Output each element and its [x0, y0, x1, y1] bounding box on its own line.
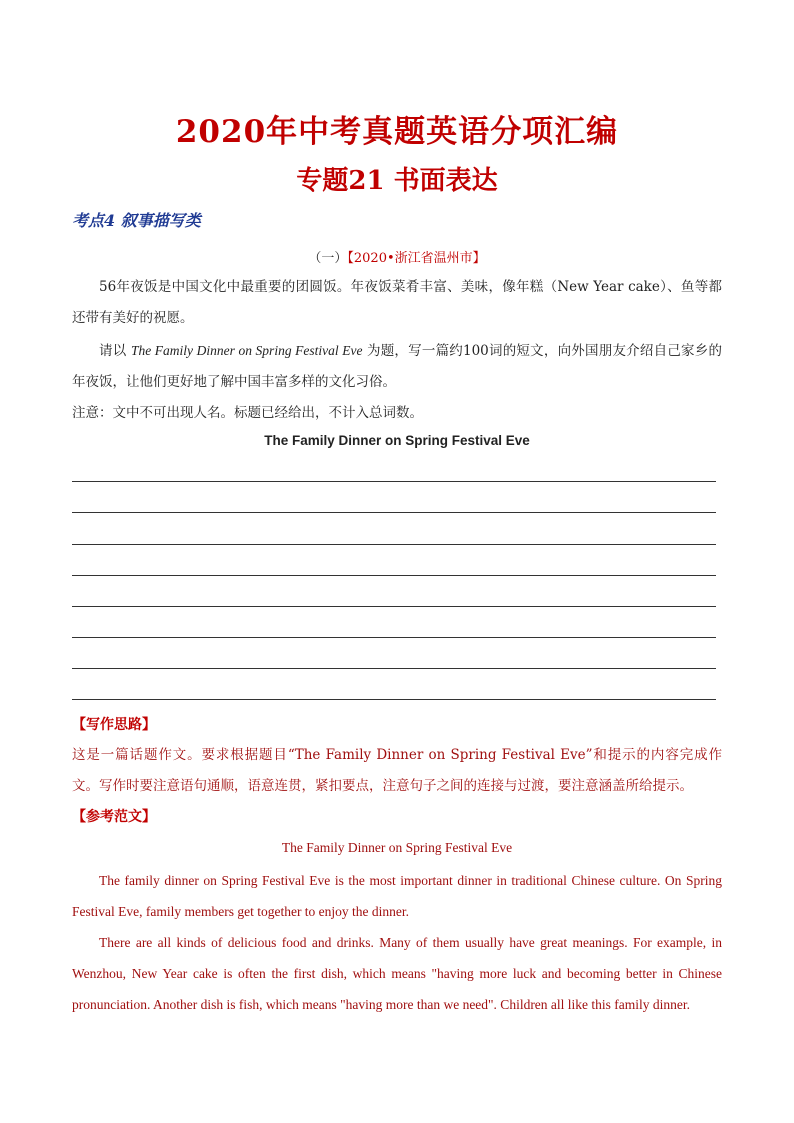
section-label: 考点4 叙事描写类 [72, 211, 201, 230]
writing-line [72, 637, 716, 638]
question-paragraph-2 [72, 335, 722, 398]
writing-line [72, 575, 716, 576]
question-source-tag: 【2020•浙江省温州市】 [347, 251, 486, 266]
writing-line [72, 512, 716, 513]
writing-line [72, 606, 716, 607]
page-title: 2020年中考真题英语分项汇编 [175, 114, 619, 150]
page-subtitle: 专题21 书面表达 [296, 166, 498, 196]
prompt-essay-title: The Family Dinner on Spring Festival Eve [130, 343, 363, 358]
sample-label: 【参考范文】 [72, 809, 156, 825]
writing-line [72, 481, 716, 482]
question-paragraph-1: 56年夜饭是中国文化中最重要的团圆饭。年夜饭菜肴丰富、美味，像年糕（New Year cake）、鱼等都还带有美好的祝愿。 [72, 279, 722, 326]
thinking-label: 【写作思路】 [72, 717, 156, 733]
sample-paragraph-2: There are all kinds of delicious food and drinks. Many of them usually have great meanings. For example, in Wenzhou, New Year cake is often the first dish, which means "having more luck and becoming better in Chinese pronunciation. Another dish is fish, which means "having more than we need". Children all like this family dinner. [72, 935, 722, 1012]
prompt-text-pre: 请以 [99, 343, 131, 359]
question-number: （一） [308, 251, 348, 266]
sample-title: The Family Dinner on Spring Festival Eve [281, 840, 513, 855]
essay-title: The Family Dinner on Spring Festival Eve [264, 433, 530, 448]
writing-line [72, 544, 716, 545]
question-source [0, 247, 794, 266]
sample-paragraph-1: The family dinner on Spring Festival Eve is the most important dinner in traditional Chinese culture. On Spring Festival Eve, family members get together to enjoy the dinner. [72, 873, 722, 919]
writing-line [72, 668, 716, 669]
prompt-text-post: 为题，写一篇约100词的短文，向外国朋友介绍自己家乡的年夜饭，让他们更好地了解中国丰富多样的文化习俗。 [72, 343, 722, 390]
writing-line [72, 699, 716, 700]
question-note: 注意：文中不可出现人名。标题已经给出，不计入总词数。 [72, 405, 423, 421]
thinking-text: 这是一篇话题作文。要求根据题目“The Family Dinner on Spring Festival Eve”和提示的内容完成作文。写作时要注意语句通顺，语意连贯，紧扣要点，注意句子之间的连接与过渡，要注意涵盖所给提示。 [72, 747, 722, 794]
